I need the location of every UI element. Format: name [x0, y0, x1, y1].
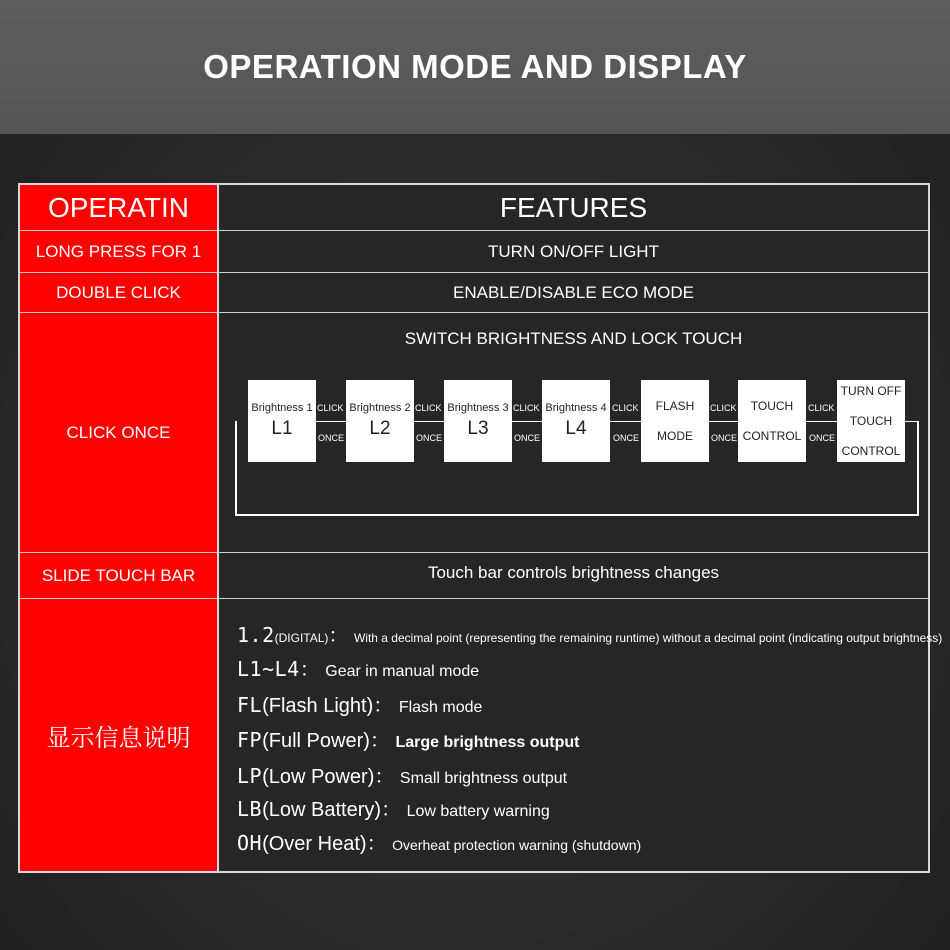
table-row — [20, 599, 943, 871]
display-sep: ： — [366, 833, 387, 855]
display-paren: (Flash Light) — [262, 695, 374, 717]
display-paren: (Full Power) — [262, 730, 370, 752]
flow-arrow — [512, 421, 542, 422]
display-info-item — [237, 653, 479, 682]
display-code: L1~L4 — [237, 657, 300, 681]
feature-cell — [219, 553, 928, 598]
display-info-item — [237, 619, 942, 648]
flow-arrow — [414, 421, 444, 422]
feature-cell — [219, 231, 928, 272]
display-code: LB — [237, 797, 263, 821]
once-label: ONCE — [711, 433, 738, 443]
display-info-item — [237, 724, 579, 753]
display-info-label: 显示信息说明 — [46, 724, 191, 752]
flow-step-brightness-3 — [444, 380, 512, 462]
display-code: OH — [237, 831, 263, 855]
once-label: ONCE — [613, 433, 640, 443]
click-label: CLICK — [317, 403, 344, 413]
flow-step-level: L1 — [271, 418, 293, 439]
display-code: LP — [237, 764, 263, 788]
flow-step-line: TOUCH — [849, 414, 893, 428]
display-paren: (Low Power) — [262, 766, 375, 788]
flow-step-flash-mode — [641, 380, 709, 462]
display-desc: Small brightness output — [399, 770, 568, 787]
display-sep: ： — [369, 730, 390, 752]
flow-step-caption: Brightness 3 — [447, 402, 509, 414]
flow-step-brightness-4 — [542, 380, 610, 462]
flow-step-level: L2 — [369, 418, 391, 439]
flow-step-line: CONTROL — [742, 429, 802, 443]
table-row — [20, 553, 928, 599]
display-desc: Large brightness output — [395, 734, 580, 751]
header-features-cell — [219, 185, 928, 230]
once-label: ONCE — [809, 433, 836, 443]
feature-cell — [219, 273, 928, 312]
display-desc: Gear in manual mode — [325, 663, 480, 680]
header-operation-label: OPERATIN — [47, 191, 190, 223]
display-sep: ： — [328, 625, 349, 647]
header-operation-cell — [20, 185, 219, 230]
once-label: ONCE — [514, 433, 541, 443]
flow-step-line: TOUCH — [750, 399, 794, 413]
display-sep: ： — [373, 695, 394, 717]
table-row — [20, 273, 928, 313]
flow-arrow — [709, 421, 738, 422]
operation-cell — [20, 231, 219, 272]
flow-step-level: L4 — [565, 418, 587, 439]
display-info-item — [237, 793, 550, 822]
operation-label: DOUBLE CLICK — [56, 282, 181, 302]
display-desc: Flash mode — [398, 699, 483, 716]
click-label: CLICK — [808, 403, 835, 413]
click-label: CLICK — [415, 403, 442, 413]
display-code: FL — [237, 693, 263, 717]
table-row — [20, 313, 928, 553]
click-label: CLICK — [710, 403, 737, 413]
operation-cell — [20, 273, 219, 312]
display-paren: (Low Battery) — [262, 799, 382, 821]
display-info-item — [237, 760, 567, 789]
display-desc: Low battery warning — [406, 803, 550, 820]
flow-title: SWITCH BRIGHTNESS AND LOCK TOUCH — [404, 329, 743, 348]
flow-arrow — [610, 421, 641, 422]
flow-arrow — [905, 421, 919, 422]
display-info-list — [219, 599, 943, 871]
flow-step-turn-off-touch-control — [837, 380, 905, 462]
flow-step-touch-control — [738, 380, 806, 462]
click-label: CLICK — [612, 403, 639, 413]
table-row — [20, 231, 928, 273]
brightness-flow-diagram — [219, 313, 928, 553]
display-desc: With a decimal point (representing the remaining runtime) without a decimal point (indicating output brightness) — [353, 631, 943, 645]
flow-step-caption: Brightness 2 — [349, 402, 411, 414]
feature-label: TURN ON/OFF LIGHT — [488, 241, 659, 261]
flow-step-line: FLASH — [655, 399, 695, 413]
once-label: ONCE — [416, 433, 443, 443]
flow-step-level: L3 — [467, 418, 489, 439]
flow-step-caption: Brightness 1 — [251, 402, 313, 414]
operation-cell — [20, 553, 219, 598]
operation-label: LONG PRESS FOR 1 — [35, 241, 202, 261]
display-paren: (DIGITAL) — [274, 631, 329, 645]
feature-cell — [219, 313, 928, 552]
flow-step-caption: Brightness 4 — [545, 402, 607, 414]
once-label: ONCE — [318, 433, 345, 443]
flow-step-brightness-1 — [248, 380, 316, 462]
display-sep: ： — [381, 799, 402, 821]
display-paren: (Over Heat) — [262, 833, 367, 855]
page-header — [0, 0, 950, 134]
display-sep: ： — [299, 659, 320, 681]
feature-label: Touch bar controls brightness changes — [427, 563, 720, 582]
operation-cell — [20, 313, 219, 552]
operation-table — [18, 183, 943, 873]
operation-cell — [20, 599, 219, 871]
display-code: 1.2 — [237, 623, 275, 647]
flow-step-line: MODE — [657, 429, 693, 443]
display-desc: Overheat protection warning (shutdown) — [392, 837, 642, 853]
display-code: FP — [237, 728, 263, 752]
page-title: OPERATION MODE AND DISPLAY — [203, 48, 747, 85]
operation-label: CLICK ONCE — [66, 422, 171, 442]
feature-label: ENABLE/DISABLE ECO MODE — [453, 282, 694, 302]
operation-label: SLIDE TOUCH BAR — [41, 565, 196, 585]
flow-arrow — [316, 421, 346, 422]
table-header-row — [20, 185, 928, 231]
header-features-label: FEATURES — [499, 191, 648, 223]
display-sep: ： — [374, 766, 395, 788]
flow-step-line: TURN OFF — [840, 384, 902, 398]
click-label: CLICK — [513, 403, 540, 413]
flow-step-brightness-2 — [346, 380, 414, 462]
display-info-item — [237, 827, 641, 856]
display-info-item — [237, 689, 482, 718]
flow-step-line: CONTROL — [841, 444, 901, 458]
flow-arrow — [806, 421, 837, 422]
